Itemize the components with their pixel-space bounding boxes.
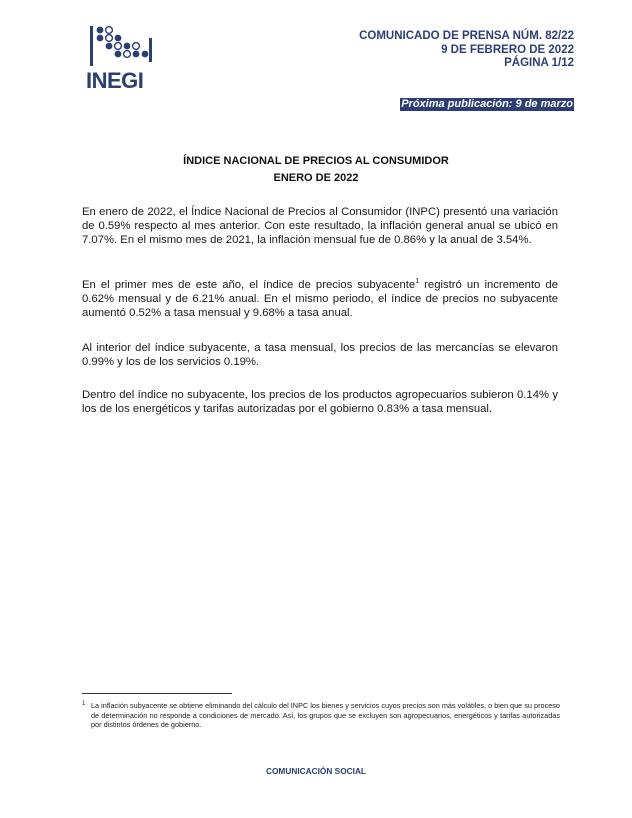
press-release-number: COMUNICADO DE PRENSA NÚM. 82/22 xyxy=(359,30,574,42)
inegi-logo xyxy=(86,24,156,94)
paragraph-text: En enero de 2022, el Índice Nacional de Precios al Consumidor (INPC) presentó una variación de 0.59% respecto al mes anterior. Con este resultado, la inflación general anual se ubicó en 7.07%. En el mismo mes de 2021, la inflación mensual fue de 0.86% y la anual de 3.54%. xyxy=(82,206,558,246)
document-title xyxy=(0,153,632,187)
footnote-text: La inflación subyacente se obtiene eliminando del cálculo del INPC los bienes y servicios cuyos precios son más volátiles, o bien que su proceso de determinación no responde a condiciones de mercado. Así, los grupos que se excluyen son agropecuarios, energéticos y tarifas autorizadas por distintos órdenes de gobierno. xyxy=(91,701,560,729)
page-number: PÁGINA 1/12 xyxy=(504,57,574,69)
footnote-divider xyxy=(82,693,232,694)
press-release-date: 9 DE FEBRERO DE 2022 xyxy=(441,43,574,56)
body-paragraph-3 xyxy=(82,341,558,384)
body-paragraph-2 xyxy=(82,278,558,335)
footnote-number: 1 xyxy=(82,701,86,707)
paragraph-text: En el primer mes de este año, el índice de precios subyacente xyxy=(82,279,416,291)
body-paragraph-1 xyxy=(82,205,558,262)
next-publication-badge: Próxima publicación: 9 de marzo xyxy=(401,98,573,110)
footnote-reference: 1 xyxy=(415,278,420,286)
paragraph-text: registró un incremento de 0.62% mensual y de 6.21% anual. En el mismo periodo, el índice de precios no subyacente aumentó 0.52% a tasa mensual y 9.68% a tasa anual. xyxy=(82,279,558,319)
body-paragraph-4 xyxy=(82,388,558,431)
paragraph-text: Dentro del índice no subyacente, los precios de los productos agropecuarios subieron 0.14% y los de los energéticos y tarifas autorizadas por el gobierno 0.83% a tasa mensual. xyxy=(82,389,558,415)
paragraph-text: Al interior del índice subyacente, a tasa mensual, los precios de las mercancías se elevaron 0.99% y los de los servicios 0.19%. xyxy=(82,342,558,368)
press-release-header xyxy=(359,30,574,71)
footnote xyxy=(82,701,560,730)
inegi-logo-dots-icon xyxy=(86,24,156,68)
title-line-1: ÍNDICE NACIONAL DE PRECIOS AL CONSUMIDOR xyxy=(183,155,449,167)
title-line-2: ENERO DE 2022 xyxy=(273,172,359,184)
footer-label: COMUNICACIÓN SOCIAL xyxy=(265,766,367,776)
inegi-logo-text: INEGI xyxy=(86,68,144,93)
